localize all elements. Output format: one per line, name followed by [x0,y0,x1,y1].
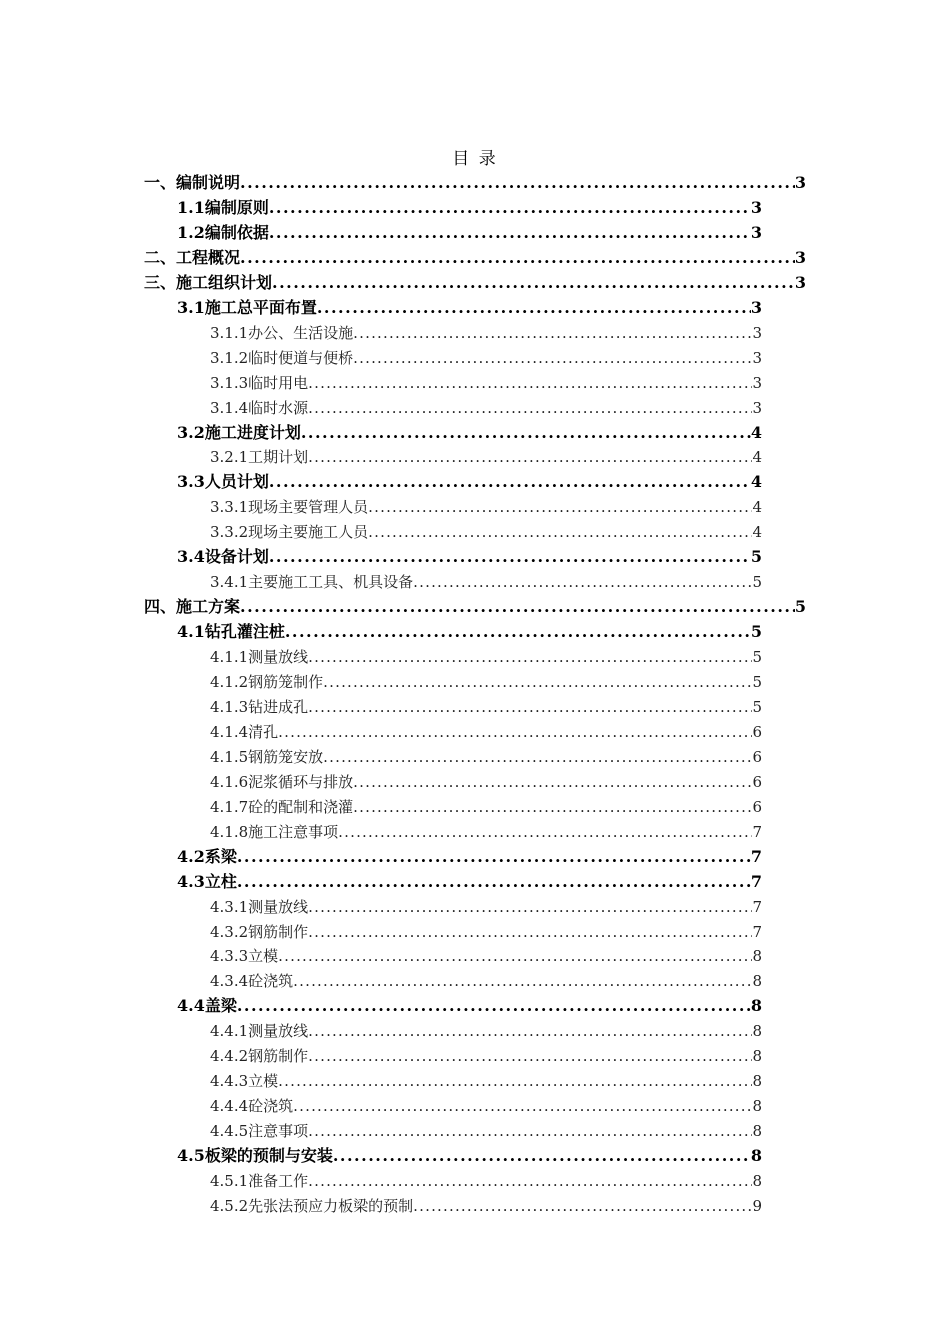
toc-entry-page-number: 7 [752,922,762,941]
toc-entry-level-3[interactable] [210,696,762,718]
toc-entry-label: 1.2编制依据 [177,222,269,242]
toc-entry-page-number: 4 [752,448,762,467]
toc-entry-page-number: 4 [752,498,762,517]
toc-entry-label: 二、工程概况 [144,247,241,267]
toc-entry-level-3[interactable] [210,496,762,518]
toc-leader-dots [240,596,795,618]
toc-entry-label: 4.3.3立模 [210,947,279,966]
toc-leader-dots [308,696,752,718]
toc-entry-label: 4.4.4砼浇筑 [210,1097,294,1116]
toc-entry-level-2[interactable] [177,222,762,244]
toc-entry-label: 四、施工方案 [144,597,241,617]
toc-entry-label: 4.4.5注意事项 [210,1122,309,1141]
toc-entry-level-3[interactable] [210,372,762,394]
toc-entry-page-number: 5 [752,697,762,716]
toc-leader-dots [323,746,752,768]
toc-leader-dots [308,397,752,419]
toc-leader-dots [278,1070,752,1092]
toc-leader-dots [333,1145,751,1167]
toc-entry-label: 3.4.1主要施工工具、机具设备 [210,573,414,592]
toc-title: 目 录 [452,149,498,169]
toc-entry-label: 4.1钻孔灌注桩 [177,622,285,642]
toc-leader-dots [308,646,752,668]
toc-entry-level-3[interactable] [210,1170,762,1192]
toc-entry-level-3[interactable] [210,571,762,593]
toc-entry-label: 4.5.2先张法预应力板梁的预制 [210,1196,414,1215]
toc-entry-page-number: 8 [750,1146,762,1166]
toc-entry-page-number: 5 [750,622,762,642]
toc-entry-page-number: 8 [752,1172,762,1190]
toc-entry-page-number: 3 [794,272,806,292]
toc-entry-label: 4.4.2钢筋制作 [210,1047,309,1066]
toc-entry-page-number: 5 [752,573,762,592]
toc-entry-label: 1.1编制原则 [177,197,269,217]
toc-entry-label: 3.3.2现场主要施工人员 [210,523,369,542]
toc-entry-label: 3.1.2临时便道与便桥 [210,348,354,367]
toc-entry-level-3[interactable] [210,646,762,668]
toc-entry-level-2[interactable] [177,422,762,444]
toc-entry-level-3[interactable] [210,896,762,918]
toc-leader-dots [323,671,752,693]
toc-entry-label: 4.4.3立模 [210,1072,279,1091]
toc-entry-page-number: 8 [752,1097,762,1116]
toc-entry-label: 4.4.1测量放线 [210,1022,309,1041]
toc-entry-page-number: 8 [752,972,762,991]
toc-entry-page-number: 9 [752,1196,762,1215]
toc-entry-page-number: 3 [750,297,762,317]
toc-leader-dots [353,796,752,818]
toc-entry-label: 4.1.7砼的配制和浇灌 [210,797,354,816]
toc-leader-dots [269,471,751,493]
toc-entry-page-number: 3 [794,247,806,267]
toc-entry-level-3[interactable] [210,796,762,818]
toc-leader-dots [278,721,752,743]
toc-entry-level-2[interactable] [177,871,762,893]
toc-entry-page-number: 8 [752,1122,762,1141]
toc-entry-page-number: 7 [752,897,762,916]
toc-entry-page-number: 4 [750,472,762,492]
toc-entry-page-number: 8 [750,996,762,1016]
toc-leader-dots [308,372,752,394]
toc-entry-page-number: 5 [794,597,806,617]
toc-entry-page-number: 6 [752,797,762,816]
toc-leader-dots [317,297,751,319]
toc-leader-dots [308,1120,752,1142]
toc-entry-level-3[interactable] [210,821,762,843]
toc-entry-level-3[interactable] [210,1095,762,1117]
toc-entry-page-number: 3 [752,323,762,342]
toc-leader-dots [413,1195,752,1217]
toc-entry-label: 3.1.1办公、生活设施 [210,323,354,342]
toc-entry-page-number: 3 [750,197,762,217]
toc-entry-level-3[interactable] [210,1045,762,1067]
toc-leader-dots [413,571,752,593]
toc-leader-dots [293,1095,752,1117]
toc-entry-page-number: 3 [794,173,806,192]
toc-leader-dots [269,546,751,568]
toc-leader-dots [269,197,751,219]
toc-entry-level-2[interactable] [177,1145,762,1167]
toc-leader-dots [368,521,752,543]
toc-entry-label: 4.1.6泥浆循环与排放 [210,772,354,791]
toc-leader-dots [237,846,751,868]
toc-entry-page-number: 3 [752,348,762,367]
toc-entry-level-3[interactable] [210,945,762,967]
toc-entry-level-3[interactable] [210,970,762,992]
toc-entry-label: 4.1.1测量放线 [210,648,309,667]
toc-entry-page-number: 8 [752,1047,762,1066]
toc-entry-label: 3.2施工进度计划 [177,422,301,442]
toc-leader-dots [308,1170,752,1192]
toc-entry-label: 4.5板梁的预制与安装 [177,1146,333,1166]
toc-entry-label: 3.3.1现场主要管理人员 [210,498,369,517]
toc-leader-dots [293,970,752,992]
toc-entry-label: 4.1.3钻进成孔 [210,697,309,716]
toc-entry-level-2[interactable] [177,297,762,319]
toc-entry-page-number: 4 [752,523,762,542]
toc-entry-page-number: 3 [752,373,762,392]
toc-entry-level-2[interactable] [177,621,762,643]
toc-entry-label: 4.5.1准备工作 [210,1172,309,1190]
toc-entry-level-1[interactable] [144,172,806,194]
toc-entry-label: 4.1.8施工注意事项 [210,822,339,841]
toc-leader-dots [278,945,752,967]
toc-leader-dots [269,222,751,244]
toc-entry-page-number: 5 [750,547,762,567]
toc-entry-level-1[interactable] [144,596,806,618]
toc-entry-level-3[interactable] [210,921,762,943]
toc-entry-page-number: 4 [750,422,762,442]
toc-entry-page-number: 6 [752,772,762,791]
toc-entry-page-number: 8 [752,1072,762,1091]
toc-entry-level-3[interactable] [210,322,762,344]
toc-entry-level-3[interactable] [210,1195,762,1217]
toc-entry-label: 4.3.4砼浇筑 [210,972,294,991]
toc-entry-level-3[interactable] [210,1120,762,1142]
toc-entry-level-2[interactable] [177,846,762,868]
toc-leader-dots [353,347,752,369]
toc-leader-dots [353,771,752,793]
toc-entry-level-3[interactable] [210,1020,762,1042]
toc-entry-level-1[interactable] [144,247,806,269]
toc-entry-page-number: 7 [750,846,762,866]
toc-leader-dots [272,272,795,294]
toc-leader-dots [308,446,752,468]
toc-entry-level-3[interactable] [210,521,762,543]
toc-entry-page-number: 6 [752,747,762,766]
toc-entry-page-number: 8 [752,947,762,966]
toc-entry-page-number: 3 [750,222,762,242]
toc-entry-label: 3.1施工总平面布置 [177,297,317,317]
toc-leader-dots [240,247,795,269]
toc-entry-label: 3.3人员计划 [177,472,269,492]
toc-entry-level-3[interactable] [210,721,762,743]
toc-entry-label: 一、编制说明 [144,173,241,192]
toc-leader-dots [308,896,752,918]
toc-entry-label: 3.1.3临时用电 [210,373,309,392]
toc-leader-dots [308,1045,752,1067]
toc-entry-level-3[interactable] [210,746,762,768]
toc-leader-dots [237,995,751,1017]
toc-entry-label: 4.3立柱 [177,871,237,891]
toc-entry-level-3[interactable] [210,446,762,468]
toc-leader-dots [237,871,751,893]
toc-entry-label: 4.1.2钢筋笼制作 [210,673,324,691]
toc-entry-label: 3.4设备计划 [177,547,269,567]
toc-leader-dots [368,496,752,518]
toc-entry-label: 4.3.2钢筋制作 [210,922,309,941]
toc-entry-page-number: 3 [752,398,762,417]
toc-entry-level-3[interactable] [210,771,762,793]
toc-entry-page-number: 8 [752,1022,762,1041]
toc-entry-level-3[interactable] [210,1070,762,1092]
toc-leader-dots [338,821,752,843]
toc-entry-level-3[interactable] [210,397,762,419]
toc-leader-dots [353,322,752,344]
toc-entry-label: 三、施工组织计划 [144,272,273,292]
toc-leader-dots [308,1020,752,1042]
toc-entry-page-number: 7 [750,871,762,891]
toc-entry-page-number: 5 [752,648,762,667]
toc-entry-page-number: 7 [752,822,762,841]
toc-entry-label: 4.4盖梁 [177,996,237,1016]
toc-entry-label: 3.2.1工期计划 [210,448,309,467]
toc-entry-level-2[interactable] [177,197,762,219]
toc-entry-label: 4.1.4清孔 [210,722,279,741]
toc-entry-page-number: 6 [752,722,762,741]
toc-entry-level-2[interactable] [177,471,762,493]
toc-leader-dots [285,621,751,643]
toc-entry-level-3[interactable] [210,347,762,369]
toc-entry-label: 4.2系梁 [177,846,237,866]
toc-leader-dots [240,172,795,194]
toc-entry-level-3[interactable] [210,671,762,693]
toc-entry-level-2[interactable] [177,546,762,568]
toc-entry-level-2[interactable] [177,995,762,1017]
toc-leader-dots [308,921,752,943]
toc-entry-page-number: 5 [752,673,762,691]
toc-entry-label: 4.3.1测量放线 [210,897,309,916]
toc-entry-label: 3.1.4临时水源 [210,398,309,417]
toc-leader-dots [301,422,751,444]
toc-entry-level-1[interactable] [144,272,806,294]
toc-entry-label: 4.1.5钢筋笼安放 [210,747,324,766]
